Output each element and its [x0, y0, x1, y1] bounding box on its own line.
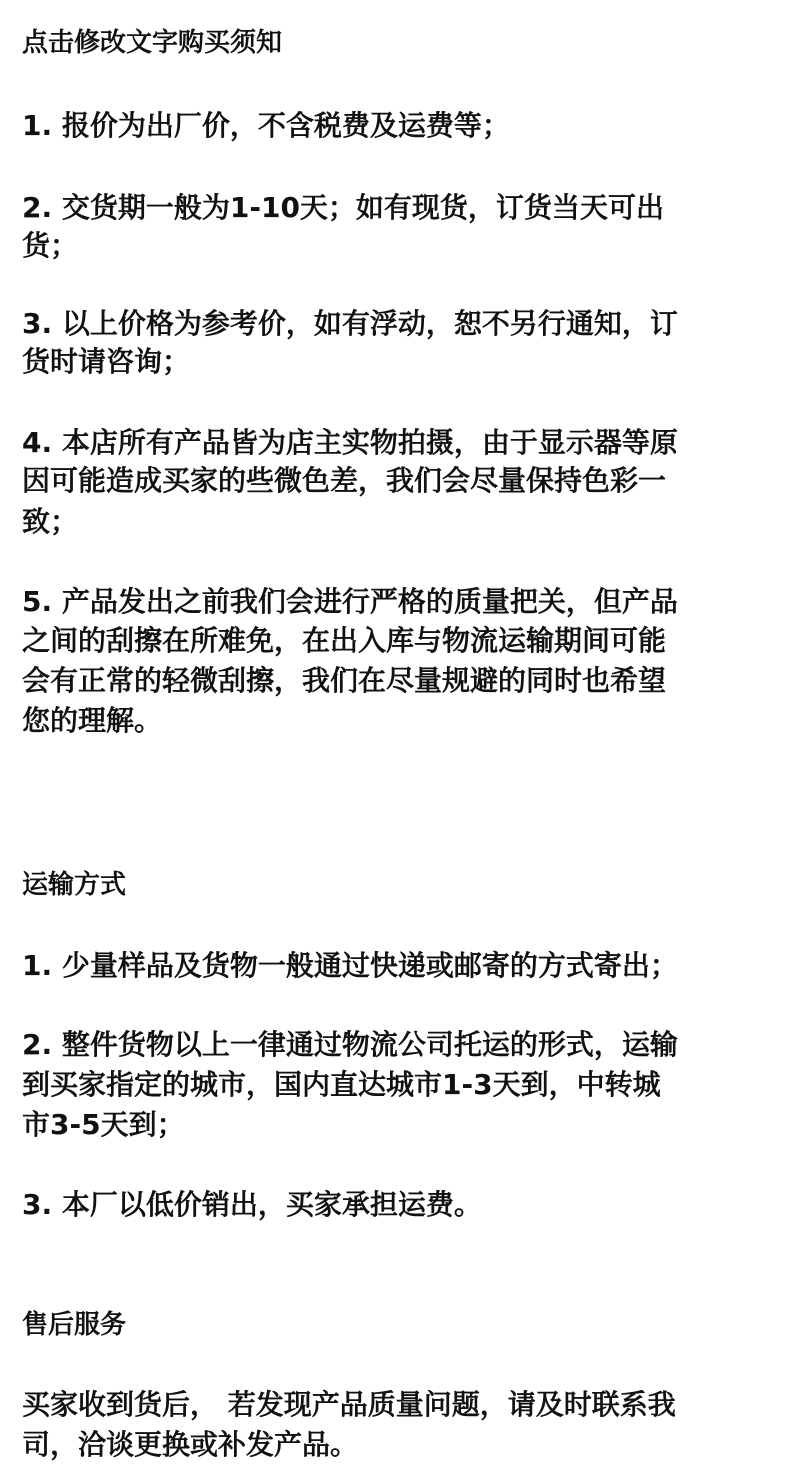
notice-item-2-line-2: 货；: [22, 229, 79, 262]
notice-item-1-line-1: 1. 报价为出厂价，不含税费及运费等；: [22, 109, 510, 142]
shipping-item-1-line-1: 1. 少量样品及货物一般通过快递或邮寄的方式寄出；: [22, 949, 678, 982]
notice-item-4-line-2: 因可能造成买家的些微色差，我们会尽量保持色彩一: [22, 464, 667, 497]
shipping-item-3-line-1: 3. 本厂以低价销出，买家承担运费。: [22, 1188, 482, 1221]
notice-item-5-line-3: 会有正常的轻微刮擦，我们在尽量规避的同时也希望: [22, 664, 667, 697]
notice-item-4-line-1: 4. 本店所有产品皆为店主实物拍摄，由于显示器等原: [22, 426, 678, 459]
notice-title: 点击修改文字购买须知: [22, 28, 283, 58]
shipping-item-2-line-3: 市3-5天到；: [22, 1108, 185, 1141]
shipping-title: 运输方式: [22, 870, 127, 900]
notice-item-5-line-2: 之间的刮擦在所难免，在出入库与物流运输期间可能: [22, 624, 667, 657]
notice-item-5-line-4: 您的理解。: [22, 704, 163, 737]
shipping-item-2-line-2: 到买家指定的城市，国内直达城市1-3天到，中转城: [22, 1068, 661, 1101]
notice-item-5-line-1: 5. 产品发出之前我们会进行严格的质量把关，但产品: [22, 585, 678, 618]
after-sales-item-1-line-2: 司，洽谈更换或补发产品。: [22, 1428, 359, 1461]
after-sales-item-1-line-1: 买家收到货后， 若发现产品质量问题，请及时联系我: [22, 1388, 676, 1421]
notice-item-3-line-1: 3. 以上价格为参考价，如有浮动，恕不另行通知，订: [22, 307, 678, 340]
notice-item-3-line-2: 货时请咨询；: [22, 345, 191, 378]
notice-item-2-line-1: 2. 交货期一般为1-10天；如有现货，订货当天可出: [22, 191, 664, 224]
after-sales-title: 售后服务: [22, 1310, 127, 1340]
notice-item-4-line-3: 致；: [22, 505, 79, 538]
shipping-item-2-line-1: 2. 整件货物以上一律通过物流公司托运的形式，运输: [22, 1028, 678, 1061]
